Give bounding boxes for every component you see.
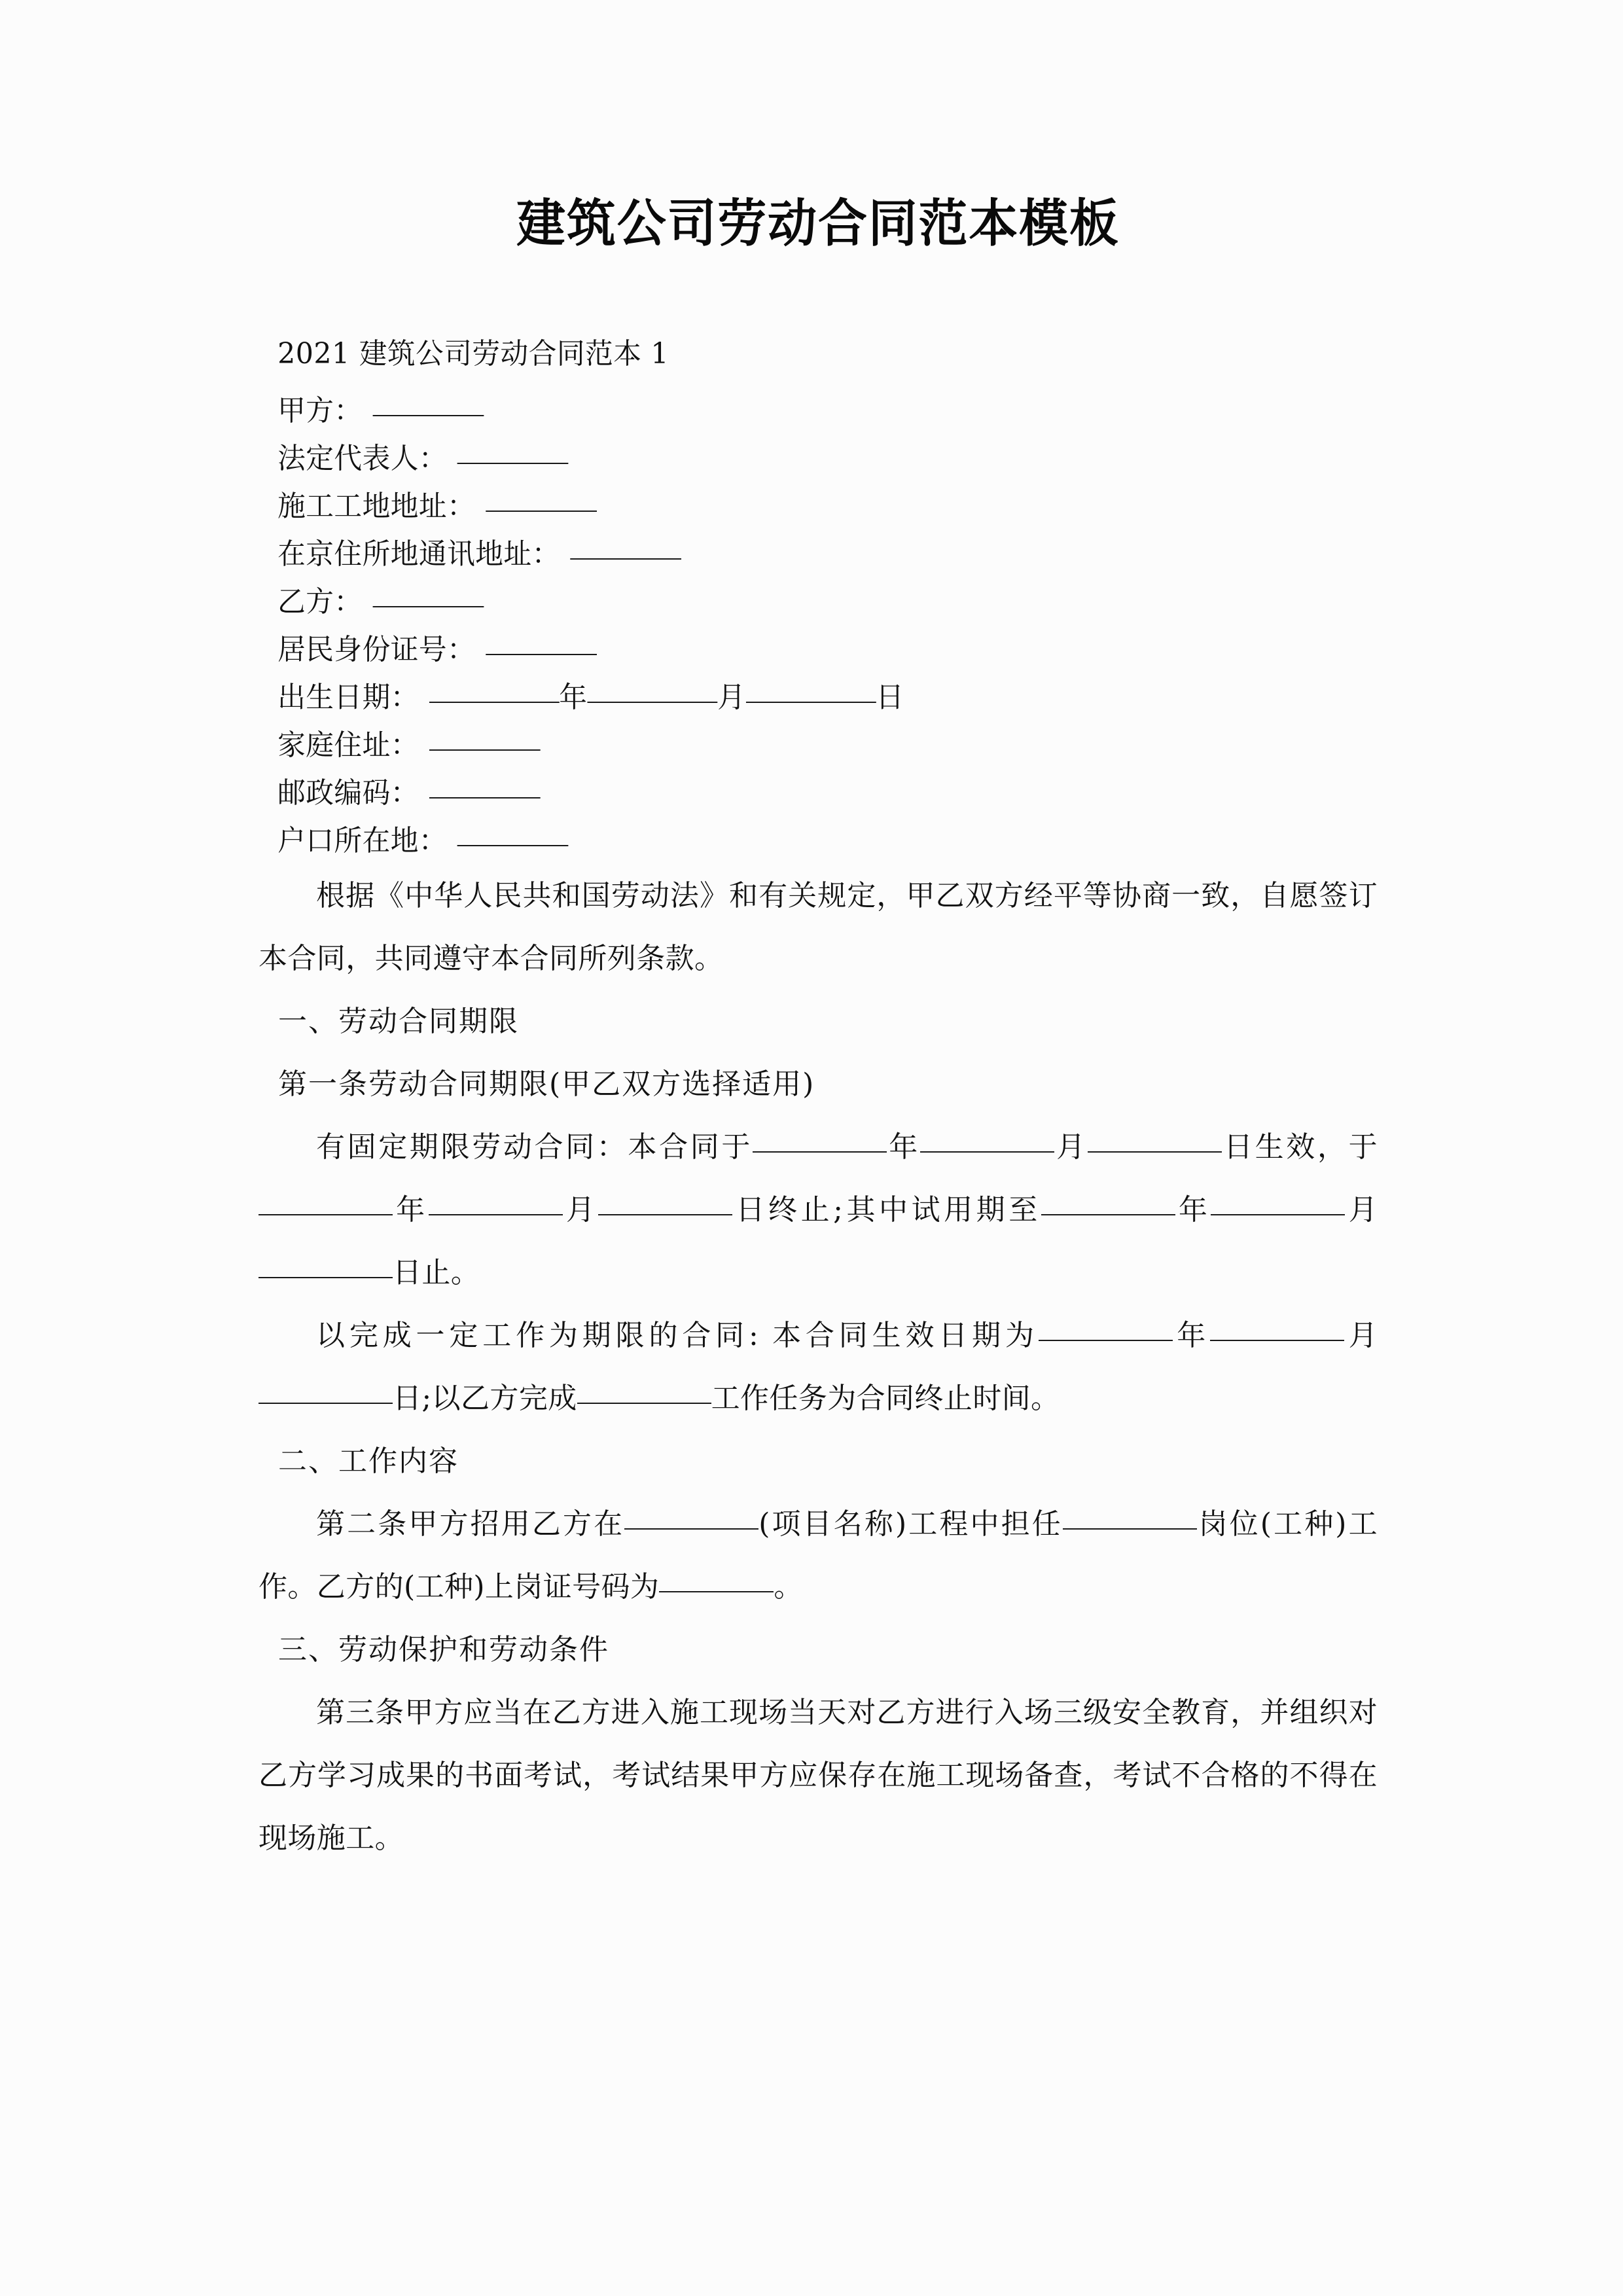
field-label-birth-date: 出生日期： <box>277 680 419 714</box>
section-heading-1: 一、劳动合同期限 <box>278 1004 519 1038</box>
field-legal-representative <box>259 435 1344 482</box>
field-label-postal-code: 邮政编码： <box>277 776 419 810</box>
field-party-a <box>259 387 1344 435</box>
section-heading-3: 三、劳动保护和劳动条件 <box>278 1632 609 1666</box>
unit-year: 年 <box>559 680 588 714</box>
fill-blank[interactable] <box>372 415 484 416</box>
clause-text: 月 <box>1344 1318 1378 1352</box>
clause-text: 以完成一定工作为期限的合同: 本合同生效日期为 <box>316 1318 1039 1352</box>
fill-blank[interactable] <box>457 463 569 464</box>
clause-text: 第二条甲方招用乙方在 <box>316 1507 625 1541</box>
field-label-beijing-residence-address: 在京住所地通讯地址： <box>277 537 560 571</box>
fill-blank[interactable] <box>1211 1214 1345 1215</box>
clause-2-paragraph <box>259 1493 1378 1619</box>
fill-blank[interactable] <box>372 606 484 607</box>
field-birth-date <box>259 673 1344 721</box>
intro-block <box>259 330 1378 865</box>
fill-blank[interactable] <box>624 1528 758 1530</box>
page-title: 建筑公司劳动合同范本模板 <box>516 194 1120 253</box>
clause-text: 月 <box>1054 1130 1088 1164</box>
fill-blank[interactable] <box>1041 1214 1175 1215</box>
fill-blank[interactable] <box>429 1214 563 1215</box>
fill-blank[interactable] <box>745 702 876 703</box>
fill-blank[interactable] <box>486 654 597 655</box>
clause-1-fixed-term-paragraph <box>259 1116 1378 1304</box>
fill-blank[interactable] <box>1039 1340 1173 1341</box>
clause-text: 月 <box>562 1193 599 1227</box>
fill-blank[interactable] <box>259 1403 393 1404</box>
fill-blank[interactable] <box>1088 1151 1222 1153</box>
unit-day: 日 <box>876 680 904 714</box>
clause-text: (项目名称)工程中担任 <box>758 1507 1063 1541</box>
clause-title-1: 第一条劳动合同期限(甲乙双方选择适用) <box>278 1067 815 1101</box>
clause-text: 年 <box>393 1193 429 1227</box>
fill-blank[interactable] <box>577 1403 711 1404</box>
preamble-paragraph: 根据《中华人民共和国劳动法》和有关规定，甲乙双方经平等协商一致，自愿签订本合同，共同遵守本合同所列条款。 <box>259 878 1378 975</box>
clause-text: 工作任务为合同终止时间。 <box>711 1381 1060 1415</box>
document-subtitle: 2021 建筑公司劳动合同范本 1 <box>277 336 669 370</box>
fill-blank[interactable] <box>259 1277 393 1278</box>
clause-3-paragraph: 第三条甲方应当在乙方进入施工现场当天对乙方进行入场三级安全教育，并组织对乙方学习成果的书面考试，考试结果甲方应保存在施工现场备查，考试不合格的不得在现场施工。 <box>259 1695 1378 1855</box>
field-id-number <box>259 626 1344 673</box>
field-label-legal-representative: 法定代表人： <box>277 441 448 475</box>
field-label-household-location: 户口所在地： <box>277 823 448 857</box>
clause-1-task-term-paragraph <box>259 1304 1378 1430</box>
unit-month: 月 <box>717 680 746 714</box>
document-body <box>259 0 1378 1870</box>
clause-text: 日终止;其中试用期至 <box>732 1193 1041 1227</box>
fill-blank[interactable] <box>587 702 717 703</box>
clause-text: 年 <box>887 1130 920 1164</box>
field-household-location <box>259 817 1344 865</box>
fill-blank[interactable] <box>429 702 559 703</box>
fill-blank[interactable] <box>259 1214 393 1215</box>
fill-blank[interactable] <box>598 1214 732 1215</box>
fill-blank[interactable] <box>1063 1528 1197 1530</box>
field-beijing-residence-address <box>259 530 1344 578</box>
field-label-home-address: 家庭住址： <box>277 728 419 762</box>
clause-text: 有固定期限劳动合同：本合同于 <box>316 1130 753 1164</box>
clause-text: 日止。 <box>393 1255 480 1289</box>
fill-blank[interactable] <box>1210 1340 1344 1341</box>
fill-blank[interactable] <box>429 749 540 751</box>
fill-blank[interactable] <box>659 1591 774 1592</box>
spacer <box>259 378 1378 387</box>
field-site-address <box>259 482 1344 530</box>
field-party-b <box>259 578 1344 626</box>
clause-text: 日;以乙方完成 <box>393 1381 577 1415</box>
field-home-address <box>259 721 1344 769</box>
clause-text: 月 <box>1345 1193 1378 1227</box>
fill-blank[interactable] <box>570 558 681 560</box>
section-heading-2: 二、工作内容 <box>278 1444 459 1478</box>
clause-text: 年 <box>1172 1318 1211 1352</box>
field-label-party-a: 甲方： <box>277 393 363 427</box>
fill-blank[interactable] <box>457 845 569 846</box>
field-label-party-b: 乙方： <box>277 584 363 619</box>
fill-blank[interactable] <box>486 511 597 512</box>
fill-blank[interactable] <box>429 797 540 798</box>
field-label-site-address: 施工工地地址： <box>277 489 476 523</box>
clause-text: 年 <box>1175 1193 1211 1227</box>
clause-text: 岗位(工种)工作。乙方的(工种)上岗证号码为 <box>259 1507 1378 1604</box>
field-label-id-number: 居民身份证号： <box>277 632 476 666</box>
field-postal-code <box>259 769 1344 817</box>
fill-blank[interactable] <box>753 1151 887 1153</box>
fill-blank[interactable] <box>920 1151 1054 1153</box>
clause-text: 日生效，于 <box>1221 1130 1378 1164</box>
clause-text: 。 <box>774 1570 803 1604</box>
